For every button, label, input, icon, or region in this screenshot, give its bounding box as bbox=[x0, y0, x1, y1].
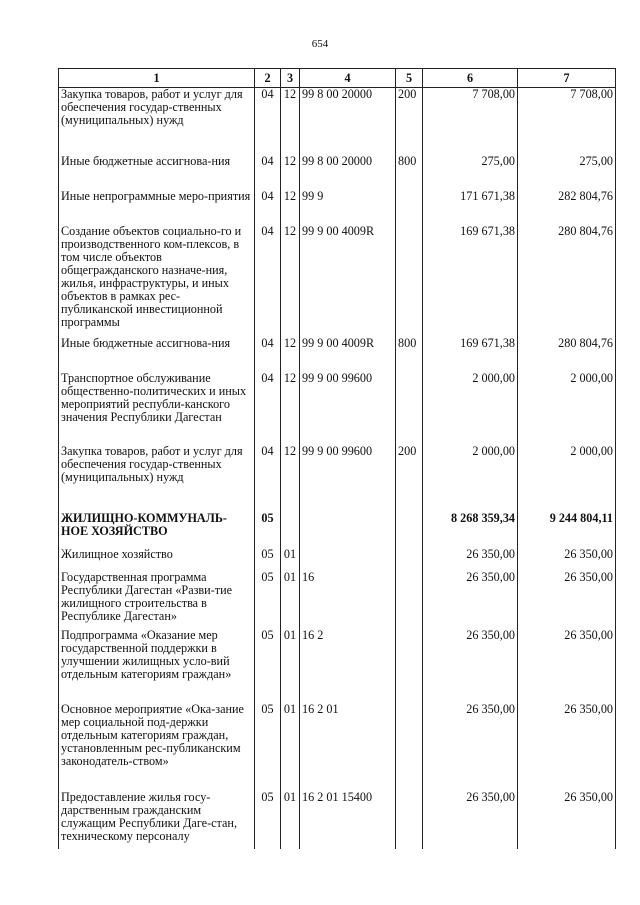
row-name: Транспортное обслуживание общественно-политических и иных мероприятий республи-канского значения Республики Дагестан bbox=[59, 372, 255, 445]
row-subsection: 12 bbox=[281, 337, 300, 372]
row-target-article: 16 2 bbox=[300, 629, 396, 703]
row-amount-col6: 8 268 359,34 bbox=[423, 512, 518, 548]
header-col-3: 3 bbox=[281, 69, 300, 88]
row-amount-col6: 26 350,00 bbox=[423, 791, 518, 849]
row-expense-type: 200 bbox=[396, 445, 423, 512]
row-amount-col7: 282 804,76 bbox=[518, 190, 616, 225]
budget-table bbox=[58, 68, 616, 849]
row-section: 05 bbox=[255, 512, 281, 548]
row-target-article: 16 2 01 bbox=[300, 703, 396, 791]
row-amount-col7: 2 000,00 bbox=[518, 445, 616, 512]
header-col-2: 2 bbox=[255, 69, 281, 88]
row-name: Жилищное хозяйство bbox=[59, 548, 255, 571]
row-target-article: 99 8 00 20000 bbox=[300, 88, 396, 155]
row-expense-type bbox=[396, 372, 423, 445]
row-name: Государственная программа Республики Дагестан «Разви-тие жилищного строительства в Республике Дагестан» bbox=[59, 571, 255, 629]
row-amount-col7: 275,00 bbox=[518, 155, 616, 190]
row-amount-col6: 2 000,00 bbox=[423, 372, 518, 445]
table-row bbox=[59, 512, 616, 548]
row-section: 05 bbox=[255, 629, 281, 703]
table-row bbox=[59, 791, 616, 849]
row-target-article bbox=[300, 512, 396, 548]
row-amount-col6: 26 350,00 bbox=[423, 548, 518, 571]
table-row bbox=[59, 190, 616, 225]
header-col-6: 6 bbox=[423, 69, 518, 88]
row-subsection: 01 bbox=[281, 791, 300, 849]
row-amount-col6: 169 671,38 bbox=[423, 337, 518, 372]
row-expense-type bbox=[396, 225, 423, 337]
row-name: Иные непрограммные меро-приятия bbox=[59, 190, 255, 225]
row-amount-col7: 26 350,00 bbox=[518, 629, 616, 703]
row-subsection: 01 bbox=[281, 571, 300, 629]
row-section: 04 bbox=[255, 445, 281, 512]
row-expense-type: 800 bbox=[396, 155, 423, 190]
row-name: Основное мероприятие «Ока-зание мер социальной под-держки отдельным категориям граждан, установленным рес-публиканским законодатель-ством» bbox=[59, 703, 255, 791]
row-amount-col6: 26 350,00 bbox=[423, 703, 518, 791]
row-amount-col6: 171 671,38 bbox=[423, 190, 518, 225]
row-name: Иные бюджетные ассигнова-ния bbox=[59, 155, 255, 190]
row-section: 04 bbox=[255, 372, 281, 445]
row-expense-type bbox=[396, 791, 423, 849]
row-subsection: 12 bbox=[281, 445, 300, 512]
row-expense-type bbox=[396, 190, 423, 225]
table-row bbox=[59, 629, 616, 703]
row-section: 05 bbox=[255, 571, 281, 629]
row-name: Иные бюджетные ассигнова-ния bbox=[59, 337, 255, 372]
header-col-4: 4 bbox=[300, 69, 396, 88]
table-row bbox=[59, 88, 616, 155]
row-section: 05 bbox=[255, 548, 281, 571]
table-row bbox=[59, 225, 616, 337]
header-col-1: 1 bbox=[59, 69, 255, 88]
row-section: 05 bbox=[255, 791, 281, 849]
row-amount-col7: 26 350,00 bbox=[518, 791, 616, 849]
row-target-article: 99 9 00 4009R bbox=[300, 225, 396, 337]
table-row bbox=[59, 571, 616, 629]
row-subsection: 12 bbox=[281, 372, 300, 445]
row-subsection: 12 bbox=[281, 155, 300, 190]
row-amount-col7: 26 350,00 bbox=[518, 548, 616, 571]
row-target-article bbox=[300, 548, 396, 571]
row-name: ЖИЛИЩНО-КОММУНАЛЬ-НОЕ ХОЗЯЙСТВО bbox=[59, 512, 255, 548]
row-name: Закупка товаров, работ и услуг для обеспечения государ-ственных (муниципальных) нужд bbox=[59, 445, 255, 512]
row-expense-type bbox=[396, 512, 423, 548]
row-subsection bbox=[281, 512, 300, 548]
row-name: Подпрограмма «Оказание мер государственной поддержки в улучшении жилищных усло-вий отдельным категориям граждан» bbox=[59, 629, 255, 703]
row-section: 05 bbox=[255, 703, 281, 791]
row-amount-col7: 2 000,00 bbox=[518, 372, 616, 445]
header-col-7: 7 bbox=[518, 69, 616, 88]
row-amount-col6: 7 708,00 bbox=[423, 88, 518, 155]
page-number: 654 bbox=[311, 38, 329, 50]
row-amount-col7: 26 350,00 bbox=[518, 571, 616, 629]
row-section: 04 bbox=[255, 88, 281, 155]
row-target-article: 99 9 00 99600 bbox=[300, 445, 396, 512]
row-target-article: 99 8 00 20000 bbox=[300, 155, 396, 190]
row-subsection: 01 bbox=[281, 629, 300, 703]
row-target-article: 16 2 01 15400 bbox=[300, 791, 396, 849]
row-expense-type: 200 bbox=[396, 88, 423, 155]
row-target-article: 99 9 00 4009R bbox=[300, 337, 396, 372]
row-target-article: 99 9 bbox=[300, 190, 396, 225]
table-row bbox=[59, 155, 616, 190]
row-amount-col6: 275,00 bbox=[423, 155, 518, 190]
row-amount-col7: 26 350,00 bbox=[518, 703, 616, 791]
table-row bbox=[59, 548, 616, 571]
table-row bbox=[59, 372, 616, 445]
row-expense-type bbox=[396, 629, 423, 703]
row-subsection: 01 bbox=[281, 548, 300, 571]
row-amount-col6: 26 350,00 bbox=[423, 571, 518, 629]
row-name: Закупка товаров, работ и услуг для обеспечения государ-ственных (муниципальных) нужд bbox=[59, 88, 255, 155]
row-subsection: 01 bbox=[281, 703, 300, 791]
row-amount-col7: 280 804,76 bbox=[518, 225, 616, 337]
table-row bbox=[59, 445, 616, 512]
table-row bbox=[59, 703, 616, 791]
row-section: 04 bbox=[255, 155, 281, 190]
row-section: 04 bbox=[255, 337, 281, 372]
row-amount-col7: 7 708,00 bbox=[518, 88, 616, 155]
table-body bbox=[59, 88, 616, 849]
row-expense-type: 800 bbox=[396, 337, 423, 372]
table-row bbox=[59, 337, 616, 372]
header-row bbox=[59, 69, 616, 88]
row-target-article: 99 9 00 99600 bbox=[300, 372, 396, 445]
row-expense-type bbox=[396, 548, 423, 571]
row-amount-col7: 9 244 804,11 bbox=[518, 512, 616, 548]
row-expense-type bbox=[396, 703, 423, 791]
row-section: 04 bbox=[255, 225, 281, 337]
row-expense-type bbox=[396, 571, 423, 629]
row-subsection: 12 bbox=[281, 190, 300, 225]
row-subsection: 12 bbox=[281, 88, 300, 155]
row-amount-col6: 2 000,00 bbox=[423, 445, 518, 512]
row-amount-col6: 169 671,38 bbox=[423, 225, 518, 337]
row-subsection: 12 bbox=[281, 225, 300, 337]
row-section: 04 bbox=[255, 190, 281, 225]
row-name: Создание объектов социально-го и производственного ком-плексов, в том числе объектов общегражданского назначе-ния, жилья, инфраструктуры, и иных объектов в рамках рес-публиканской инвестиционной программы bbox=[59, 225, 255, 337]
row-amount-col7: 280 804,76 bbox=[518, 337, 616, 372]
row-amount-col6: 26 350,00 bbox=[423, 629, 518, 703]
row-target-article: 16 bbox=[300, 571, 396, 629]
row-name: Предоставление жилья госу-дарственным гражданским служащим Республики Даге-стан, техническому персоналу bbox=[59, 791, 255, 849]
header-col-5: 5 bbox=[396, 69, 423, 88]
